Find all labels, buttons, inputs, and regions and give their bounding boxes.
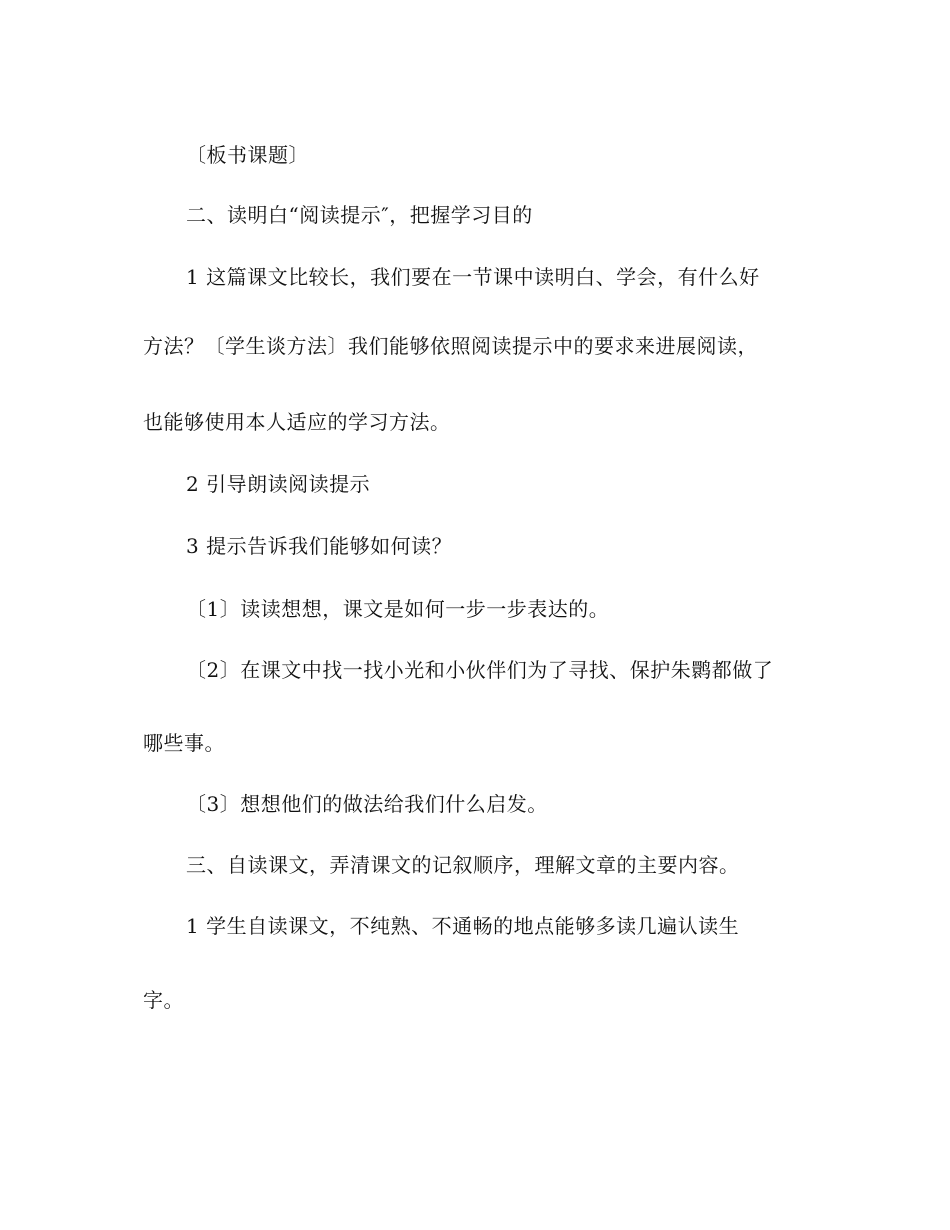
paragraph-subitem-2-line-2: 哪些事。 xyxy=(143,731,225,755)
paragraph-item-1-line-1: 1 这篇课文比较长，我们要在一节课中读明白、学会，有什么好 xyxy=(186,265,760,289)
paragraph-item-2: 2 引导朗读阅读提示 xyxy=(186,472,371,496)
paragraph-item-1-line-2: 方法？〔学生谈方法〕我们能够依照阅读提示中的要求来进展阅读， xyxy=(143,334,758,358)
paragraph-board-title: 〔板书课题〕 xyxy=(186,143,309,167)
paragraph-item-1-line-3: 也能够使用本人适应的学习方法。 xyxy=(143,410,451,434)
paragraph-subitem-3: 〔3〕想想他们的做法给我们什么启发。 xyxy=(186,792,548,816)
paragraph-item-3: 3 提示告诉我们能够如何读？ xyxy=(186,534,453,558)
paragraph-self-reading-line-2: 字。 xyxy=(143,988,184,1012)
section-heading-reading-tips: 二、读明白“阅读提示″，把握学习目的 xyxy=(186,203,533,227)
paragraph-self-reading-line-1: 1 学生自读课文，不纯熟、不通畅的地点能够多读几遍认读生 xyxy=(186,914,740,938)
paragraph-subitem-1: 〔1〕读读想想，课文是如何一步一步表达的。 xyxy=(186,597,610,621)
section-heading-self-reading: 三、自读课文，弄清课文的记叙顺序，理解文章的主要内容。 xyxy=(186,853,740,877)
paragraph-subitem-2-line-1: 〔2〕在课文中找一找小光和小伙伴们为了寻找、保护朱鹮都做了 xyxy=(186,658,774,682)
